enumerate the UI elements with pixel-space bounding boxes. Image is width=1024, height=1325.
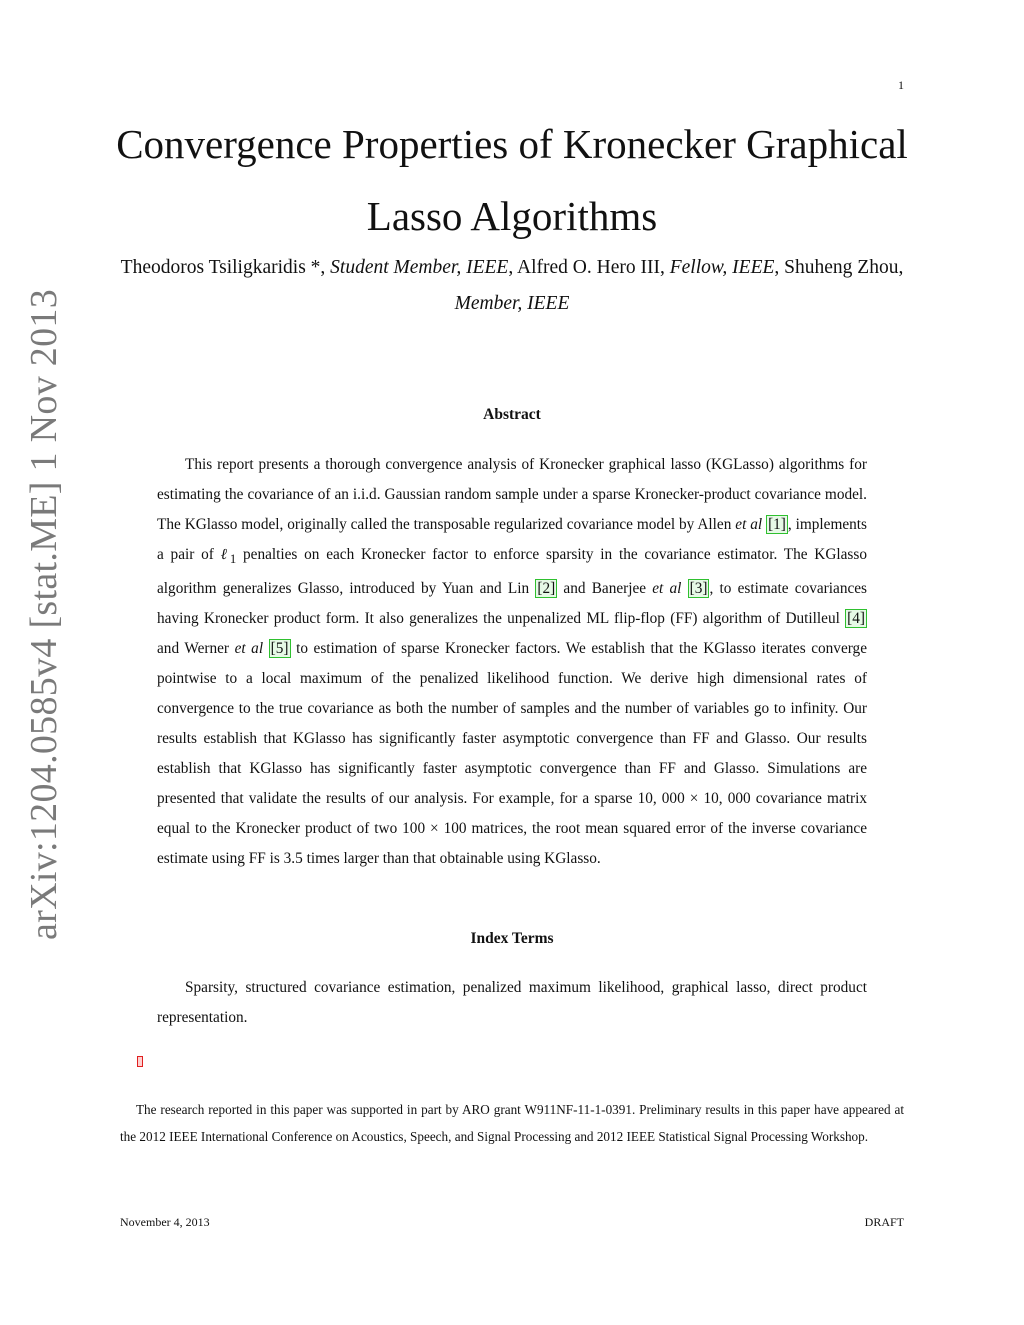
citation-link-4[interactable]: [4] [847, 610, 865, 628]
author-hero: Alfred O. Hero III [517, 257, 660, 278]
abstract-text-part: to estimation of sparse Kronecker factors. We establish that the KGlasso iterates converge pointwise to a local maximum of the penalized likelihood function. We derive high dimensional rates of convergence to the true covariance as both the number of samples and the number of variables go to infinity. Our results establish that KGlasso has significantly faster asymptotic convergence than FF and Glasso. Our results establish that KGlasso has significantly faster asymptotic convergence than FF and Glasso. Simulations are presented that validate the results of our analysis. For example, for a sparse [157, 640, 867, 808]
citation-link-2[interactable]: [2] [537, 580, 556, 598]
citation-link-3[interactable]: [3] [689, 580, 708, 598]
abstract-text-part: penalties on each Kronecker factor to enforce sparsity in the covariance estimator. The KGlasso algorithm generalizes Glasso, introduced by Yuan and Lin [157, 546, 867, 598]
l1-subscript: 1 [229, 552, 237, 567]
abstract-text [157, 450, 867, 874]
citation-link-1[interactable]: [1] [768, 516, 786, 533]
author-tsiligkaridis: Theodoros Tsiligkaridis * [120, 257, 321, 278]
arxiv-stamp: arXiv:1204.0585v4 [stat.ME] 1 Nov 2013 [23, 289, 65, 940]
et-al: et al [652, 580, 682, 598]
abstract-text-part: covariance matrix equal to the Kronecker product of two [157, 790, 867, 838]
l1-symbol: ℓ [220, 546, 230, 563]
abstract-heading: Abstract [483, 406, 541, 423]
matrix-dimension-1: 10, 000 × 10, 000 [637, 790, 751, 808]
citation-link-5[interactable]: [5] [270, 640, 289, 658]
abstract-text-part: This report presents a thorough convergence analysis of Kronecker graphical lasso (KGLasso) algorithms for estimating the covariance of an i.i.d. Gaussian random sample under a sparse Kronecker-product covariance model. The KGlasso model, originally called the transposable regularized covariance model by Allen [157, 456, 867, 533]
abstract-text-part: and Banerjee [557, 580, 653, 598]
abstract-text-part: , to estimate covariances having Kronecker product form. It also generalizes the unpenalized ML flip-flop (FF) algorithm of Dutilleul [157, 580, 867, 628]
et-al: et al [234, 640, 264, 658]
matrix-dimension-2: 100 × 100 [402, 820, 467, 838]
author-tsiligkaridis-role: Student Member, IEEE [330, 257, 509, 278]
footnote-marker[interactable] [137, 1056, 143, 1067]
footnote-text: The research reported in this paper was supported in part by ARO grant W911NF-11-1-0391. Preliminary results in this paper have appeared at the 2012 IEEE International Conference on Acoustics, Speech, and Signal Processing and 2012 IEEE Statistical Signal Processing Workshop. [120, 1102, 904, 1144]
et-al: et al [735, 516, 763, 533]
footer-date: November 4, 2013 [120, 1215, 210, 1229]
page-number: 1 [898, 78, 904, 92]
paper-title: Convergence Properties of Kronecker Graphical Lasso Algorithms [116, 121, 908, 239]
footer-draft: DRAFT [864, 1215, 904, 1229]
abstract-text-part: and Werner [157, 640, 235, 658]
author-list: Theodoros Tsiligkaridis *, Student Member, IEEE, Alfred O. Hero III, Fellow, IEEE, Shuheng Zhou, Member, IEEE [120, 257, 904, 314]
abstract-text-part: , implements a pair of [157, 516, 868, 563]
author-zhou-role: Member, IEEE [454, 293, 570, 314]
author-hero-role: Fellow, IEEE [669, 257, 775, 278]
index-terms-heading: Index Terms [470, 930, 554, 947]
index-terms-text: Sparsity, structured covariance estimation, penalized maximum likelihood, graphical lasso, direct product representation. [157, 979, 867, 1026]
abstract-text-part: matrices, the root mean squared error of the inverse covariance estimate using FF is 3.5 times larger than that obtainable using KGlasso. [157, 820, 868, 868]
author-zhou: Shuheng Zhou [784, 257, 899, 278]
